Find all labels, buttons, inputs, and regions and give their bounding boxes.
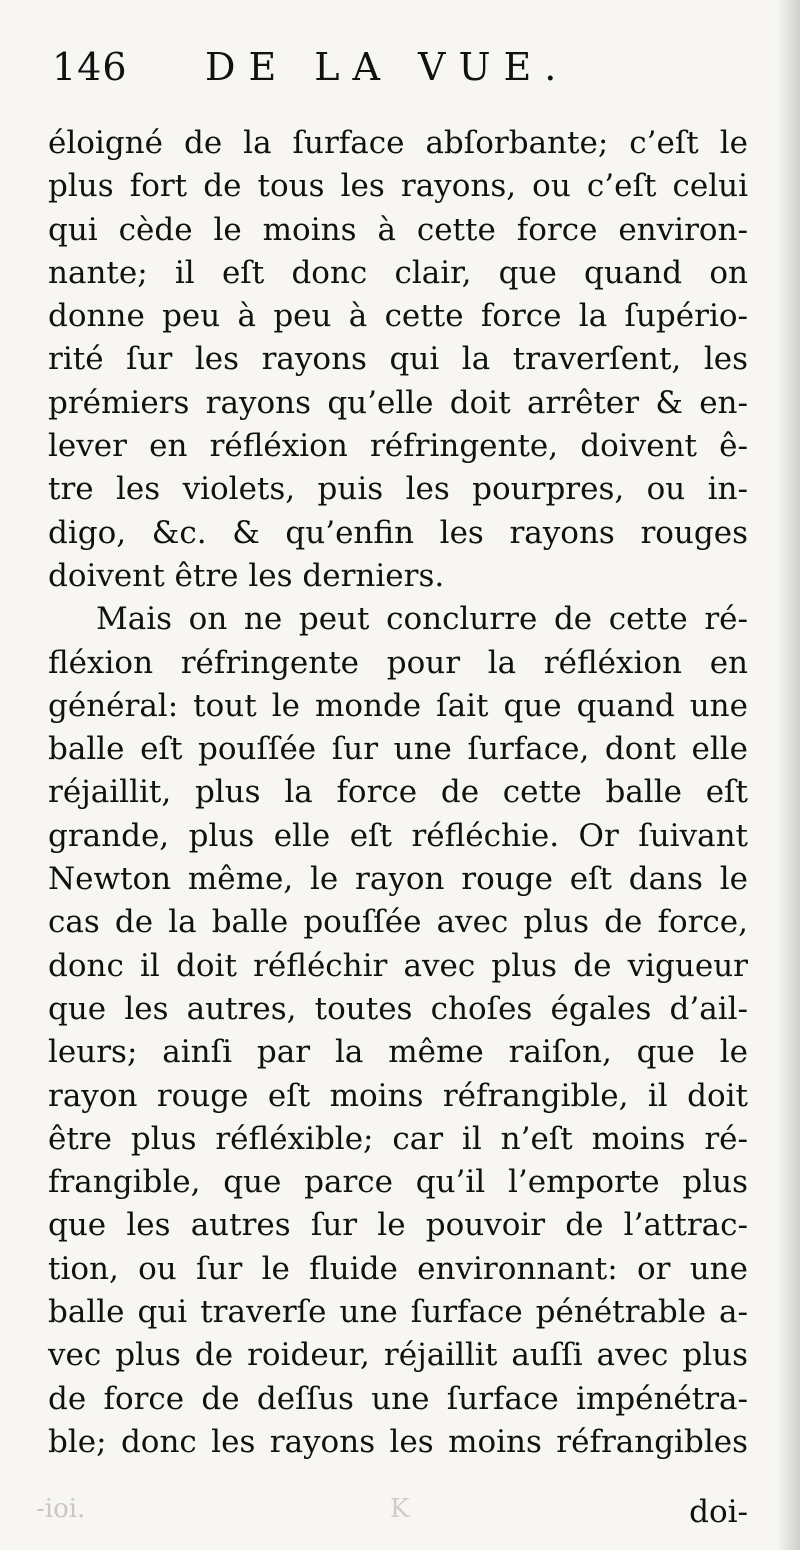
text-line: Newton même, le rayon rouge eſt dans le: [48, 861, 748, 898]
paragraph-start-line: Mais on ne peut conclurre de cette ré-: [96, 601, 748, 638]
text-line: que les autres ſur le pouvoir de l’attrac-: [48, 1207, 748, 1244]
text-line: lever en réfléxion réfringente, doivent ê-: [48, 428, 748, 465]
text-line: qui cède le moins à cette force environ-: [48, 211, 748, 248]
text-line: nante; il eſt donc clair, que quand on: [48, 254, 748, 291]
text-line: réjaillit, plus la force de cette balle eſt: [48, 774, 748, 811]
body-text: [48, 122, 748, 1464]
page-number: 146: [52, 45, 128, 89]
text-line: être plus réfléxible; car il n’eſt moins ré-: [48, 1120, 748, 1157]
page-edge-shadow: [776, 0, 800, 1550]
text-line: balle eſt pouſſée ſur une ſurface, dont elle: [48, 731, 748, 768]
text-line: éloigné de la ſurface abſorbante; c’eſt le: [48, 125, 748, 161]
text-line: balle qui traverſe une ſurface pénétrable a-: [48, 1294, 748, 1331]
bleed-through-text: -ioi.: [36, 1494, 86, 1524]
text-line: vec plus de roideur, réjaillit auſſi avec plus: [48, 1337, 748, 1374]
text-line: que les autres, toutes choſes égales d’ail-: [48, 990, 748, 1027]
text-line: de force de deſſus une ſurface impénétra-: [48, 1380, 748, 1417]
text-line: prémiers rayons qu’elle doit arrêter & en-: [48, 384, 748, 421]
text-line: donne peu à peu à cette force la ſupério-: [48, 298, 748, 335]
bleed-through-signature: K: [390, 1494, 410, 1524]
text-line: leurs; ainſi par la même raiſon, que le: [48, 1034, 748, 1071]
text-line: plus fort de tous les rayons, ou c’eſt celui: [48, 168, 748, 205]
text-line: ble; donc les rayons les moins réfrangibles: [48, 1423, 748, 1460]
text-line: fléxion réfringente pour la réfléxion en: [48, 644, 748, 681]
text-line: rayon rouge eſt moins réfrangible, il doit: [48, 1077, 748, 1114]
text-line: donc il doit réfléchir avec plus de vigueur: [48, 947, 748, 984]
running-head: DE LA VUE.: [205, 45, 570, 89]
catchword: doi-: [689, 1494, 748, 1530]
text-line: tre les violets, puis les pourpres, ou in-: [48, 471, 748, 508]
text-line: digo, &c. & qu’enfin les rayons rouges: [48, 514, 748, 551]
text-line: grande, plus elle eſt réfléchie. Or ſuivant: [48, 817, 748, 854]
paragraph-end-line: doivent être les derniers.: [48, 557, 445, 594]
text-line: tion, ou ſur le fluide environnant: or une: [48, 1250, 748, 1287]
text-line: cas de la balle pouſſée avec plus de force,: [48, 904, 748, 941]
text-line: rité ſur les rayons qui la traverſent, les: [48, 341, 748, 378]
text-line: général: tout le monde ſait que quand une: [48, 687, 748, 724]
text-line: frangible, que parce qu’il l’emporte plus: [48, 1164, 748, 1201]
